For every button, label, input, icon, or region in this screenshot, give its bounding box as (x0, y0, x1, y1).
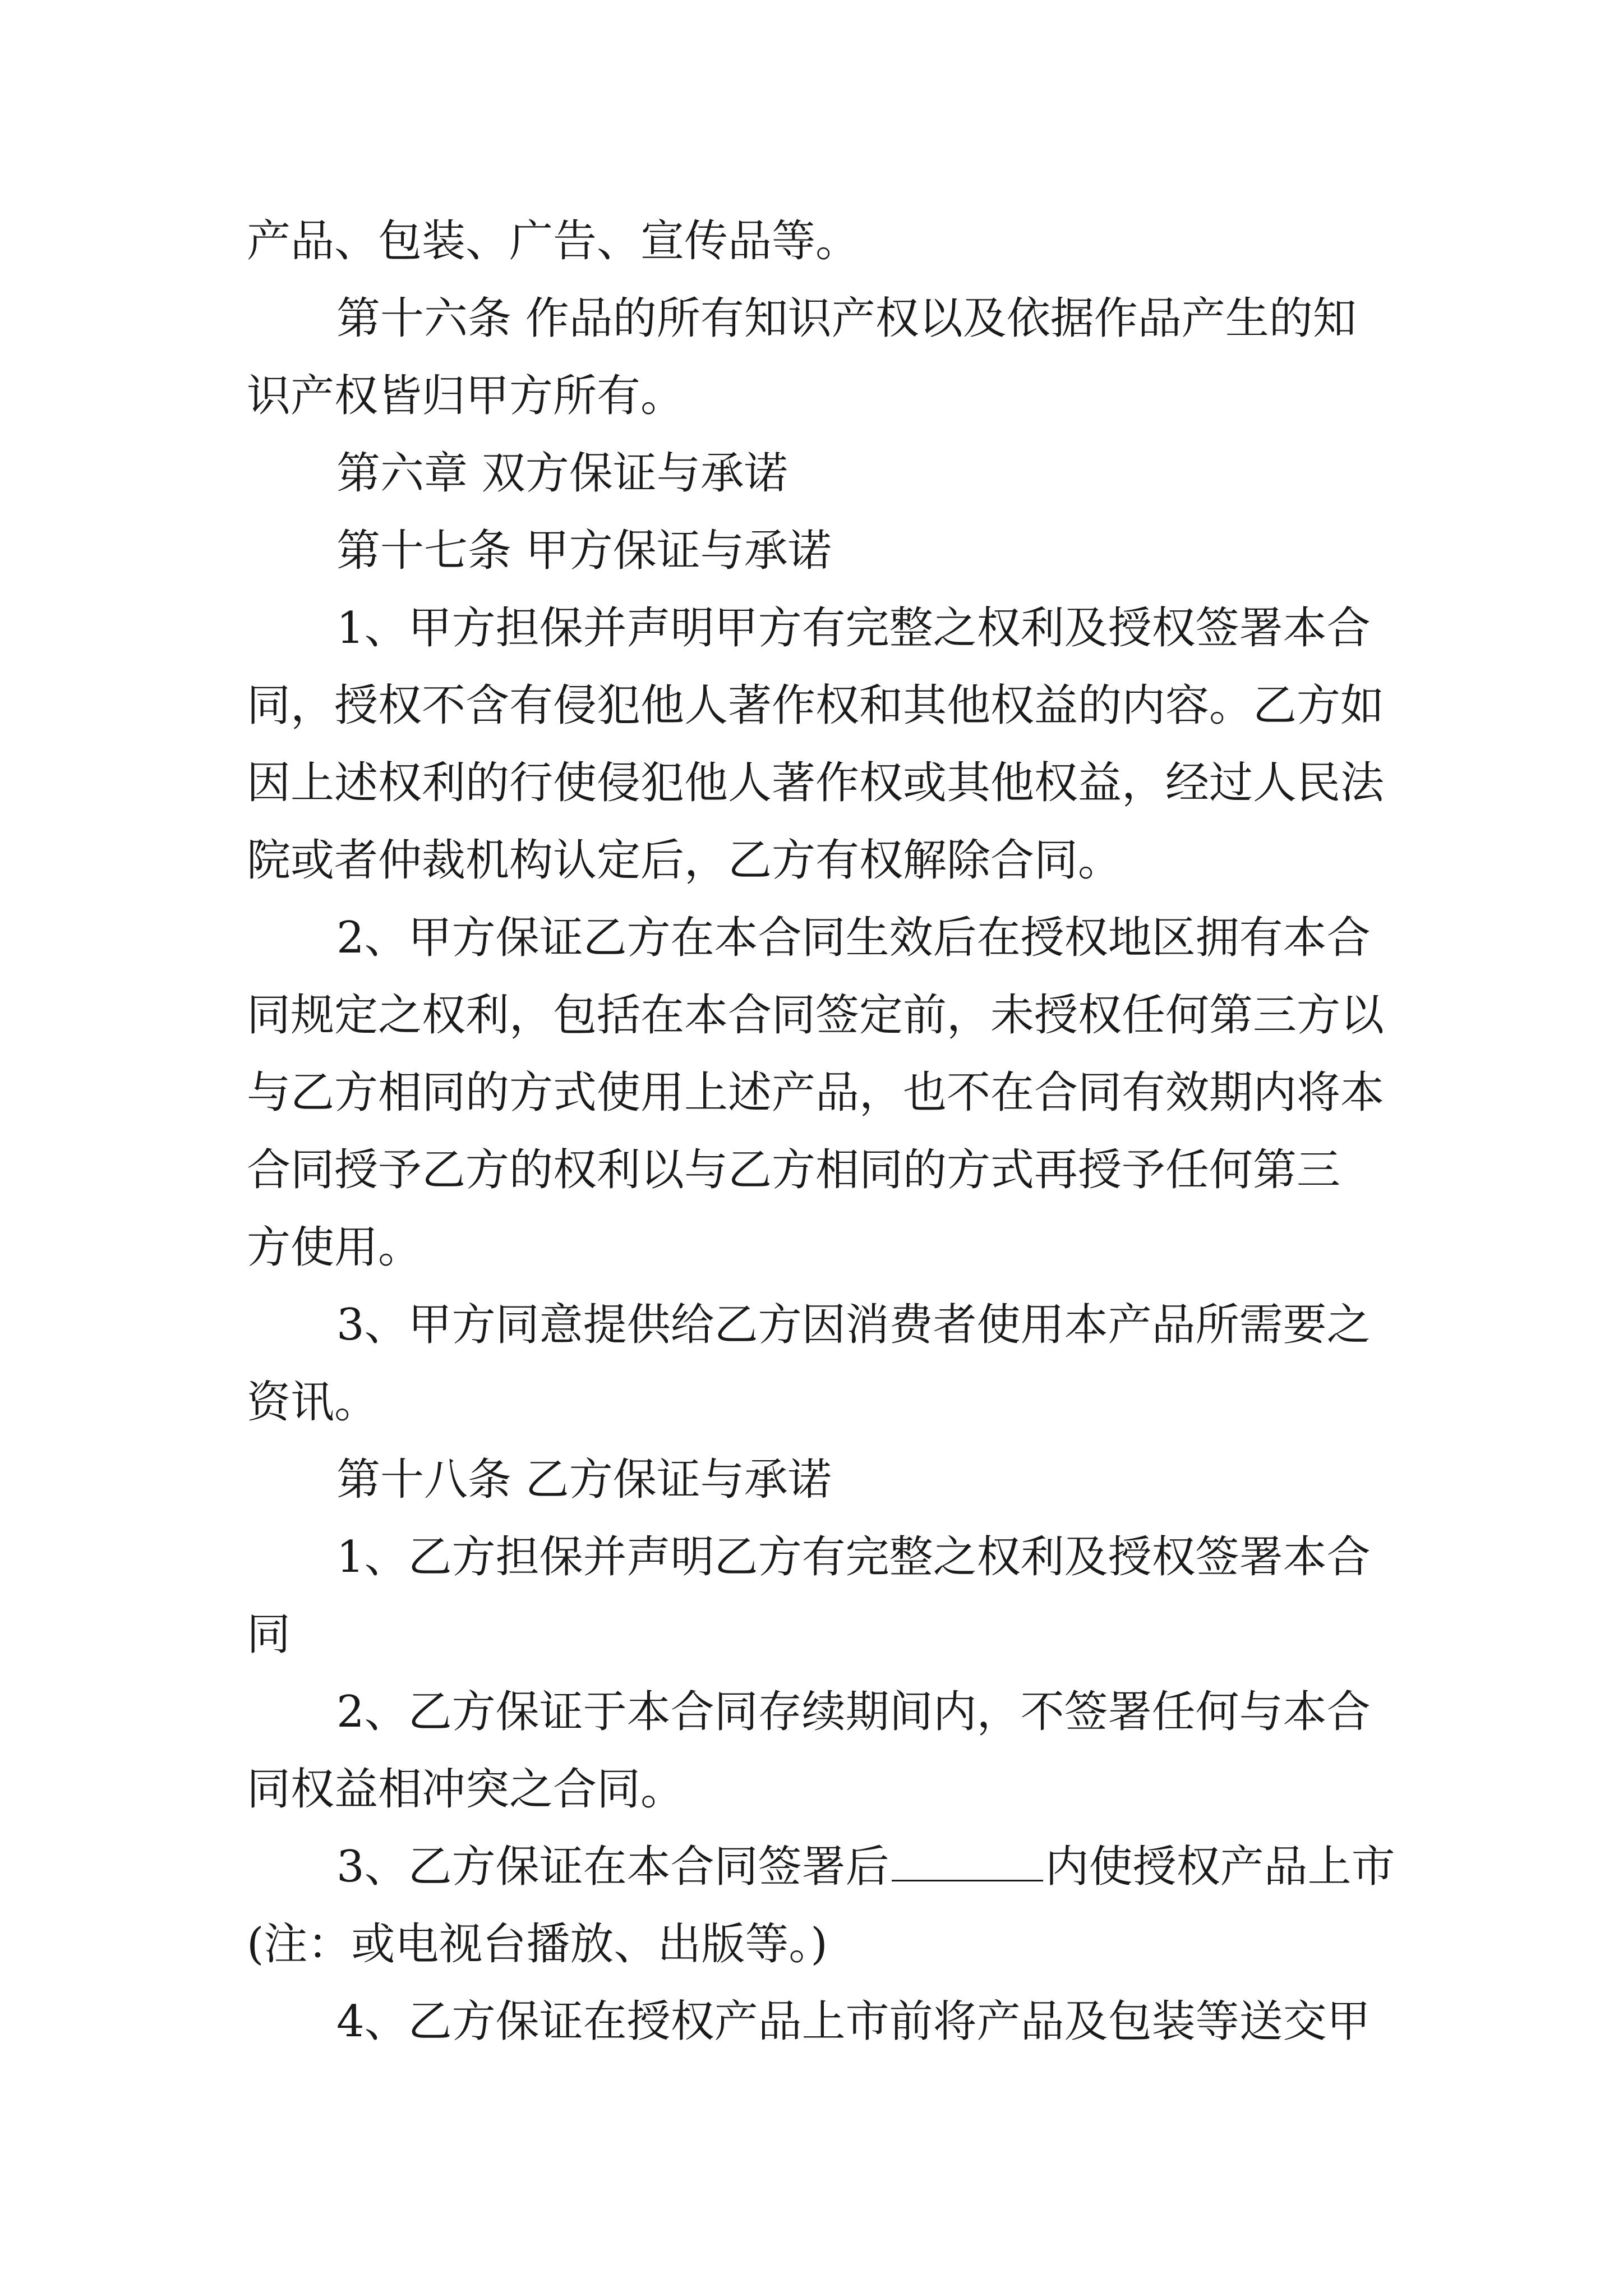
clause-line: 2、乙方保证于本合同存续期间内，不签署任何与本合 (336, 1687, 1371, 1737)
clause-text-after-blank: 内使授权产品上市 (1045, 1842, 1395, 1892)
clause-line-with-blank (336, 1839, 1395, 1895)
clause-line: 2、甲方保证乙方在本合同生效后在授权地区拥有本合 (336, 913, 1371, 963)
clause-line: 1、乙方担保并声明乙方有完整之权利及授权签署本合 (336, 1532, 1371, 1582)
chapter-6-heading: 第六章 双方保证与承诺 (336, 448, 788, 499)
clause-line: 1、甲方担保并声明甲方有完整之权利及授权签署本合 (336, 603, 1371, 654)
paragraph-line: 因上述权利的行使侵犯他人著作权或其他权益，经过人民法 (247, 758, 1385, 808)
paragraph-line: 合同授予乙方的权利以与乙方相同的方式再授予任何第三 (247, 1145, 1341, 1195)
paragraph-line: 同 (247, 1609, 291, 1660)
note-line: (注：或电视台播放、出版等。) (247, 1919, 828, 1970)
paragraph-line: 识产权皆归甲方所有。 (247, 371, 685, 421)
paragraph-line: 产品、包装、广告、宣传品等。 (247, 216, 860, 266)
paragraph-line: 与乙方相同的方式使用上述产品，也不在合同有效期内将本 (247, 1068, 1385, 1118)
article-18-heading: 第十八条 乙方保证与承诺 (336, 1455, 832, 1505)
paragraph-line: 方使用。 (247, 1222, 422, 1273)
paragraph-line: 同权益相冲突之合同。 (247, 1764, 685, 1815)
paragraph-line: 资讯。 (247, 1377, 379, 1428)
clause-text-before-blank: 3、乙方保证在本合同签署后 (336, 1842, 889, 1892)
paragraph-line: 同，授权不含有侵犯他人著作权和其他权益的内容。乙方如 (247, 680, 1385, 731)
paragraph-line: 院或者仲裁机构认定后，乙方有权解除合同。 (247, 835, 1122, 886)
article-17-heading: 第十七条 甲方保证与承诺 (336, 526, 832, 576)
article-16-line: 第十六条 作品的所有知识产权以及依据作品产生的知 (336, 293, 1357, 344)
clause-line: 4、乙方保证在授权产品上市前将产品及包装等送交甲 (336, 1996, 1371, 2047)
clause-line: 3、甲方同意提供给乙方因消费者使用本产品所需要之 (336, 1300, 1371, 1350)
fill-in-blank (892, 1843, 1043, 1881)
paragraph-line: 同规定之权利，包括在本合同签定前，未授权任何第三方以 (247, 990, 1385, 1041)
